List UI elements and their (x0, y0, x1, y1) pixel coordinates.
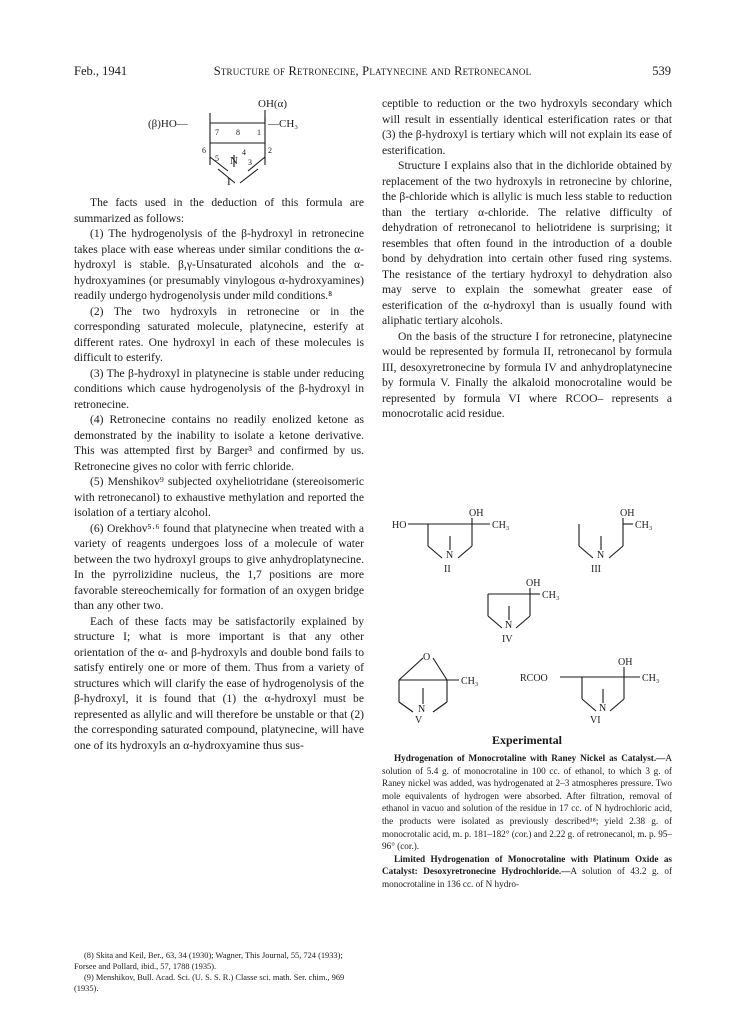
struct-v-ch3: CH₃ (461, 676, 479, 687)
structure-iii (565, 506, 685, 576)
struct-iii-caption: III (591, 564, 601, 575)
paragraph: (5) Menshikov⁹ subjected oxyheliotridane (stereoisomeric with retronecanol) to exhaustive methylation and reported the isolation of a tertiary alcohol. (74, 475, 364, 519)
struct-vi-ch3: CH₃ (642, 673, 660, 684)
footnotes (74, 950, 364, 994)
struct-iii-ch3: CH₃ (635, 520, 653, 531)
struct-ii-n: N (446, 550, 454, 561)
paragraph: (2) The two hydroxyls in retronecine or in the corresponding saturated molecule, platynecine, esterify at different rates. One hydroxyl in each of these molecules is difficult to esterify. (74, 304, 364, 364)
left-column (74, 195, 364, 753)
paragraph: ceptible to reduction or the two hydroxyls secondary which will result in essentially identical esterification rates or that (3) the β-hydroxyl is tertiary which will not explain its ease of esterification. (382, 97, 672, 157)
struct-iii-oh: OH (620, 508, 635, 519)
struct-i-num-1: 1 (257, 128, 261, 137)
paragraph: (1) The hydrogenolysis of the β-hydroxyl in retronecine takes place with ease whereas under similar conditions the α-hydroxyl is stable. β,γ-Unsaturated alcohols and the α-hydroxyamines (or presumably vinylogous α-hydroxyamines) readily undergo hydrogenolysis under mild conditions.⁸ (74, 227, 364, 302)
struct-i-ho: (β)HO— (148, 118, 188, 130)
struct-ii-ch3: CH₃ (492, 520, 510, 531)
paragraph: On the basis of the structure I for retronecine, platynecine would be represented by formula II, retronecanol by formula III, desoxyretronecine by formula IV and anhydroplatynecine by formula V. Finally the alkaloid monocrotaline would be represented by formula VI where RCOO– represents a monocrotalic acid residue. (382, 329, 672, 420)
struct-i-oh: OH(α) (258, 98, 287, 110)
structure-i (140, 95, 320, 195)
structure-iv (478, 576, 588, 646)
right-column (382, 96, 672, 422)
paragraph: Each of these facts may be satisfactorily explained by structure I; what is more important is that any other orientation of the α- and β-hydroxyls and double bond fails to satisfy entirely one or more of them. Thus from a variety of structures which will clarify the ease of hydrogenolysis of the β-hydroxyl, it is found that (1) the α-hydroxyl must be represented as allylic and will therefore be unstable or that (2) the corresponding saturated compound, platynecine, will have one of its hydroxyls an α-hydroxyamine thus sus- (74, 614, 364, 752)
struct-i-num-4: 4 (242, 148, 246, 157)
struct-i-num-6: 6 (202, 146, 206, 155)
struct-vi-oh: OH (618, 657, 633, 668)
exp-p1-text: A solution of 5.4 g. of monocrotaline in 100 cc. of ethanol, to which 3 g. of Raney nickel was added, was hydrogenated at 2–3 atmospheres pressure. Two mole equivalents of hydrogen were absorbed. After filtration, removal of ethanol in vacuo and solution of the residue in 17 cc. of N hydrochloric acid, the products were isolated as previously described¹⁸; yield 2.38 g. of monocrotalic acid, m. p. 181–182° (cor.) and 2.22 g. of retronecanol, m. p. 95–96° (cor.). (382, 753, 672, 852)
paragraph: (3) The β-hydroxyl in platynecine is stable under reducing conditions which cause hydrogenolysis of the β-hydroxyl in retronecine. (74, 366, 364, 411)
struct-i-num-5: 5 (215, 154, 219, 163)
paragraph: Structure I explains also that in the dichloride obtained by replacement of the two hydroxyls in retronecine by chlorine, the β-chloride which is allylic is much less stable to reduction than the tertiary α-chloride. The relative difficulty of dehydration of retronecanol to heliotridene is surprising; it resembles that often found in the introduction of a double bond by dehydration into certain other fused ring systems. The resistance of the tertiary hydroxyl to dehydration also may serve to explain the somewhat greater ease of esterification of the α-hydroxyl than is usually found with aliphatic tertiary alcohols. (382, 159, 672, 327)
struct-vi-rcoo: RCOO (520, 673, 548, 684)
header-title: Structure of Retronecine, Platynecine and Retronecanol (213, 64, 532, 78)
paragraph: (6) Orekhov⁵·⁶ found that platynecine when treated with a variety of reagents undergoes loss of a molecule of water between the two hydroxyl groups to give anhydroplatynecine. In the pyrrolizidine nucleus, the 1,7 positions are more favorable stereochemically for formation of an oxygen bridge than any other two. (74, 521, 364, 612)
exp-p1-title: Hydrogenation of Monocrotaline with Raney Nickel as Catalyst.— (394, 753, 666, 763)
struct-i-n: N (230, 155, 238, 167)
struct-i-ch3: —CH₃ (268, 118, 299, 130)
page-number: 539 (652, 64, 671, 78)
section-heading: Experimental (492, 733, 562, 747)
struct-ii-caption: II (444, 564, 451, 575)
struct-v-caption: V (415, 715, 423, 726)
header-date: Feb., 1941 (74, 64, 128, 78)
struct-iv-oh: OH (526, 578, 541, 589)
struct-i-num-7: 7 (215, 128, 219, 137)
exp-p2-title: Limited Hydrogenation of Monocrotaline with Platinum Oxide as Catalyst: Desoxyretronecine Hydrochloride.— (382, 853, 672, 877)
struct-i-num-2: 2 (268, 146, 272, 155)
struct-i-caption: I (227, 176, 231, 188)
struct-iii-n: N (597, 550, 605, 561)
paragraph: The facts used in the deduction of this formula are summarized as follows: (74, 196, 364, 225)
structure-ii (392, 506, 542, 576)
running-header (74, 64, 671, 82)
footnote-8: (8) Skita and Keil, Ber., 63, 34 (1930); Wagner, This Journal, 55, 724 (1933); Forsee and Pollard, ibid., 57, 1788 (1935). (74, 951, 343, 971)
struct-vi-caption: VI (590, 715, 601, 726)
struct-ii-oh: OH (469, 508, 484, 519)
struct-iv-n: N (505, 620, 513, 631)
struct-ii-ho: HO (392, 520, 407, 531)
struct-i-num-8: 8 (236, 128, 240, 137)
experimental-section (382, 752, 672, 891)
struct-vi-n: N (599, 703, 607, 714)
struct-v-n: N (418, 704, 426, 715)
struct-i-num-3: 3 (248, 158, 252, 167)
structure-vi (520, 655, 680, 725)
paragraph: (4) Retronecine contains no readily enolized ketone as demonstrated by the inability to isolate a ketone derivative. This was attempted first by Barger³ and confirmed by us. Retronecine gives no color with ferric chloride. (74, 413, 364, 473)
struct-iv-ch3: CH₃ (542, 590, 560, 601)
struct-iv-caption: IV (502, 634, 513, 645)
struct-v-o: O (423, 652, 431, 663)
footnote-9: (9) Menshikov, Bull. Acad. Sci. (U. S. S. R.) Classe sci. math. Ser. chim., 969 (1935). (74, 973, 345, 993)
exp-p2-text: A solution of 43.2 g. of monocrotaline in 136 cc. of N hydro- (382, 866, 673, 889)
structure-v (385, 648, 495, 726)
